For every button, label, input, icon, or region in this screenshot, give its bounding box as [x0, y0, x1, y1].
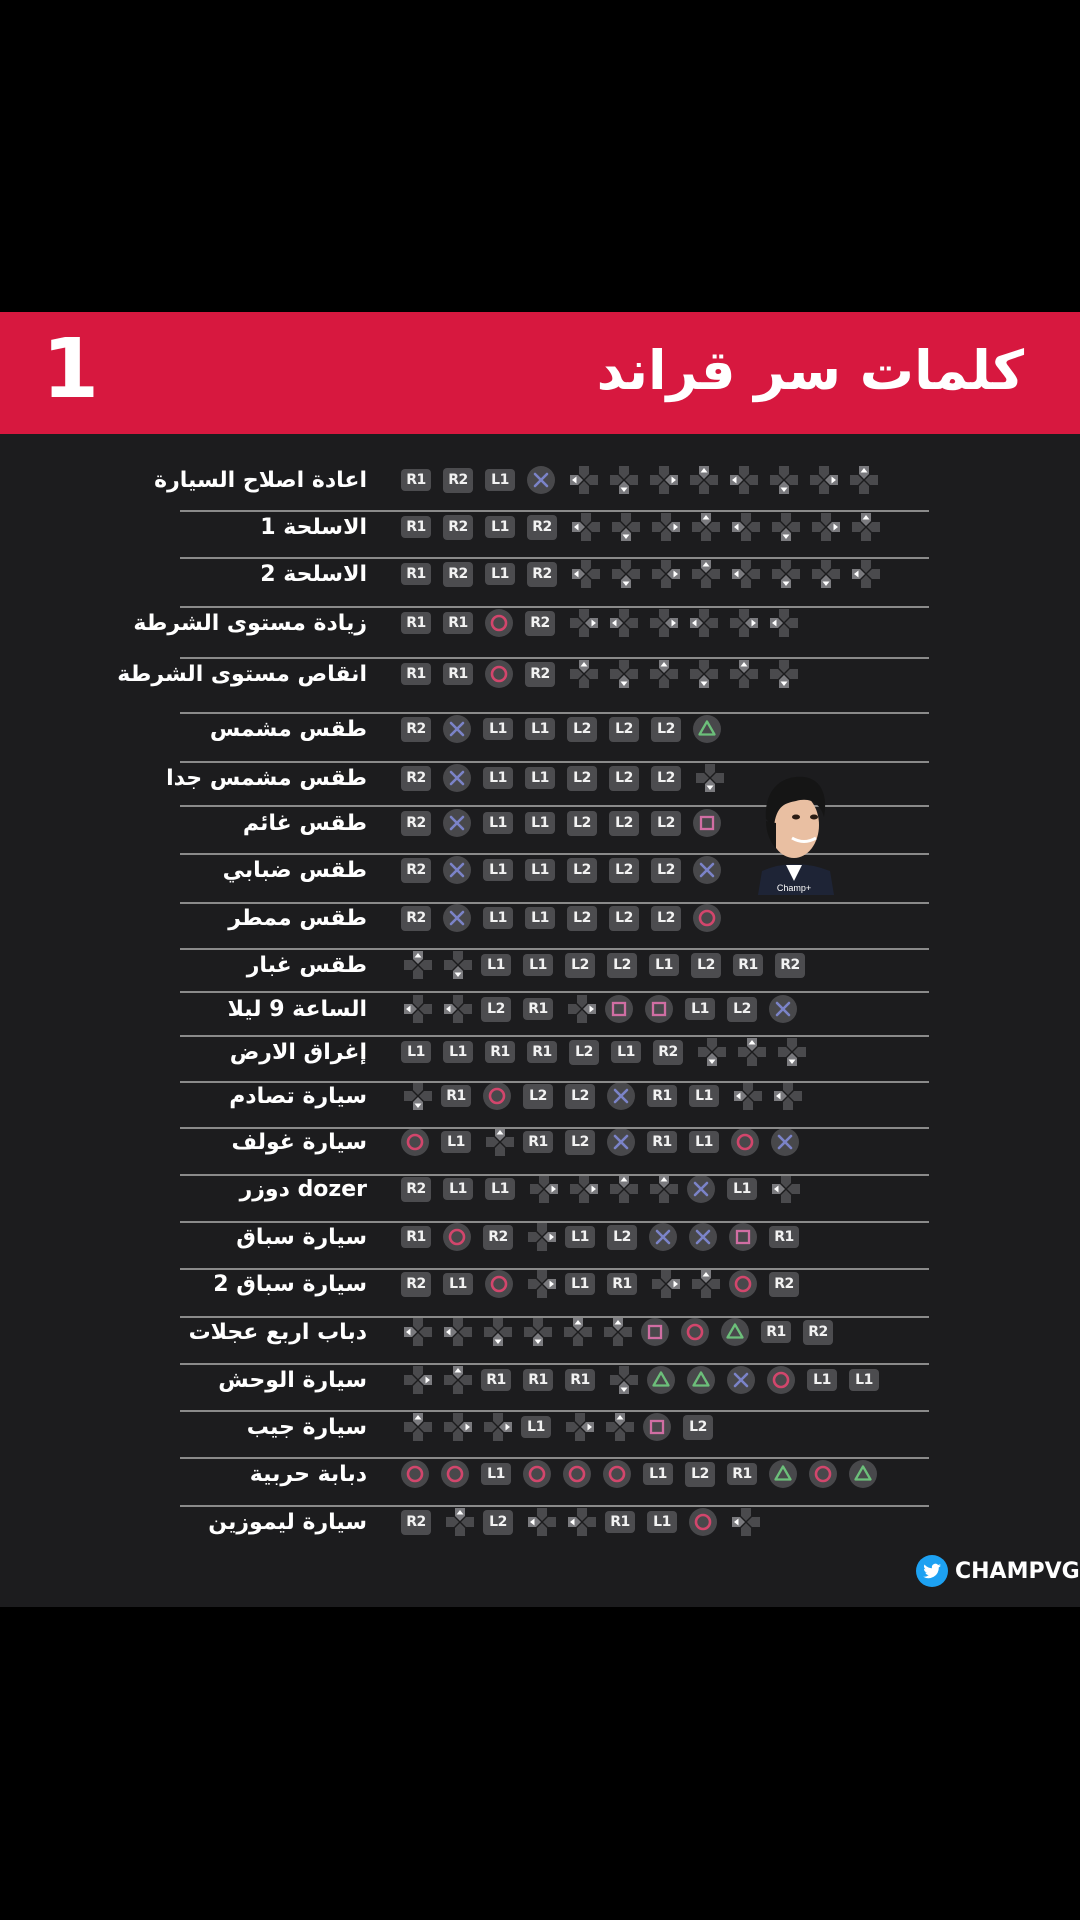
dpad-right-icon	[401, 1363, 435, 1397]
square-button-icon	[605, 995, 633, 1023]
dpad-left-icon	[729, 1505, 763, 1539]
l2-button-icon: L2	[567, 906, 597, 931]
cross-button-icon	[443, 856, 471, 884]
dpad-up-icon	[689, 510, 723, 544]
dpad-up-icon	[603, 1410, 637, 1444]
l2-button-icon: L2	[685, 1462, 715, 1487]
circle-button-icon	[401, 1460, 429, 1488]
l2-button-icon: L2	[651, 717, 681, 742]
row-divider	[180, 1174, 929, 1176]
button-sequence	[401, 801, 733, 845]
r2-button-icon: R2	[653, 1040, 683, 1065]
circle-button-icon	[689, 1508, 717, 1536]
dpad-left-icon	[401, 992, 435, 1026]
row-divider	[180, 712, 929, 714]
dpad-up-icon	[401, 1410, 435, 1444]
cheat-row	[0, 458, 1080, 502]
dpad-down-icon	[609, 557, 643, 591]
cheat-name: سيارة الوحش	[218, 1367, 367, 1393]
twitter-handle	[915, 1554, 1080, 1588]
cheat-name: سيارة سباق 2	[213, 1271, 367, 1297]
dpad-right-icon	[809, 510, 843, 544]
dpad-up-icon	[561, 1315, 595, 1349]
circle-button-icon	[729, 1270, 757, 1298]
l1-button-icon: L1	[481, 1463, 511, 1485]
dpad-left-icon	[687, 606, 721, 640]
l1-button-icon: L1	[565, 1226, 595, 1248]
title-banner	[0, 312, 1080, 434]
r2-button-icon: R2	[483, 1225, 513, 1250]
r1-button-icon: R1	[401, 563, 431, 585]
dpad-right-icon	[567, 1172, 601, 1206]
r1-button-icon: R1	[443, 663, 473, 685]
l1-button-icon: L1	[483, 767, 513, 789]
dpad-down-icon	[695, 1035, 729, 1069]
dpad-down-icon	[607, 463, 641, 497]
dpad-left-icon	[729, 557, 763, 591]
cheat-name: طقس غائم	[242, 810, 367, 836]
cheat-row	[0, 987, 1080, 1031]
l1-button-icon: L1	[485, 516, 515, 538]
cheat-name: سيارة تصادم	[229, 1083, 367, 1109]
handle-text: CHAMPVG	[955, 1558, 1080, 1584]
dpad-left-icon	[729, 510, 763, 544]
dpad-down-icon	[775, 1035, 809, 1069]
l1-button-icon: L1	[443, 1178, 473, 1200]
dpad-right-icon	[727, 606, 761, 640]
r1-button-icon: R1	[481, 1369, 511, 1391]
cross-button-icon	[649, 1223, 677, 1251]
dpad-left-icon	[569, 510, 603, 544]
l1-button-icon: L1	[525, 812, 555, 834]
dpad-right-icon	[567, 606, 601, 640]
l1-button-icon: L1	[689, 1085, 719, 1107]
l2-button-icon: L2	[567, 858, 597, 883]
dpad-left-icon	[731, 1079, 765, 1113]
dpad-up-icon	[441, 1363, 475, 1397]
dpad-left-icon	[771, 1079, 805, 1113]
r1-button-icon: R1	[647, 1131, 677, 1153]
dpad-down-icon	[521, 1315, 555, 1349]
r1-button-icon: R1	[401, 469, 431, 491]
cheat-name: سيارة جيب	[246, 1414, 367, 1440]
r2-button-icon: R2	[401, 811, 431, 836]
banner-number: 1	[42, 322, 100, 417]
dpad-right-icon	[525, 1267, 559, 1301]
row-divider	[180, 902, 929, 904]
cheat-name: سيارة سباق	[236, 1224, 367, 1250]
dpad-up-icon	[689, 1267, 723, 1301]
cheat-name: انقاص مستوى الشرطة	[117, 661, 367, 687]
square-button-icon	[693, 809, 721, 837]
r2-button-icon: R2	[401, 1272, 431, 1297]
cross-button-icon	[607, 1128, 635, 1156]
dpad-left-icon	[441, 1315, 475, 1349]
l1-button-icon: L1	[483, 907, 513, 929]
cross-button-icon	[771, 1128, 799, 1156]
l2-button-icon: L2	[565, 953, 595, 978]
l1-button-icon: L1	[485, 1178, 515, 1200]
l2-button-icon: L2	[481, 997, 511, 1022]
triangle-button-icon	[687, 1366, 715, 1394]
l1-button-icon: L1	[727, 1178, 757, 1200]
circle-button-icon	[485, 660, 513, 688]
dpad-left-icon	[401, 1315, 435, 1349]
avatar-caption: Champ+	[776, 883, 812, 893]
r2-button-icon: R2	[401, 858, 431, 883]
row-divider	[180, 1363, 929, 1365]
dpad-down-icon	[609, 510, 643, 544]
row-divider	[180, 657, 929, 659]
l2-button-icon: L2	[609, 717, 639, 742]
cross-button-icon	[443, 809, 471, 837]
r2-button-icon: R2	[525, 611, 555, 636]
cheat-name: اعادة اصلاح السيارة	[154, 467, 367, 493]
circle-button-icon	[443, 1223, 471, 1251]
cheat-name: طقس مشمس جدا	[166, 765, 367, 791]
cheat-name: دبابة حربية	[249, 1461, 367, 1487]
circle-button-icon	[485, 1270, 513, 1298]
circle-button-icon	[563, 1460, 591, 1488]
l1-button-icon: L1	[685, 998, 715, 1020]
r1-button-icon: R1	[761, 1321, 791, 1343]
triangle-button-icon	[647, 1366, 675, 1394]
r1-button-icon: R1	[523, 1131, 553, 1153]
dpad-right-icon	[565, 992, 599, 1026]
triangle-button-icon	[721, 1318, 749, 1346]
cheat-name: طقس ممطر	[228, 905, 367, 931]
l1-button-icon: L1	[849, 1369, 879, 1391]
circle-button-icon	[681, 1318, 709, 1346]
l2-button-icon: L2	[607, 1225, 637, 1250]
l1-button-icon: L1	[443, 1273, 473, 1295]
l2-button-icon: L2	[651, 858, 681, 883]
cheat-name: dozer دوزر	[239, 1176, 367, 1202]
cheat-name: الاسلحة 2	[260, 561, 367, 587]
l1-button-icon: L1	[565, 1273, 595, 1295]
l1-button-icon: L1	[611, 1041, 641, 1063]
l1-button-icon: L1	[523, 954, 553, 976]
dpad-up-icon	[849, 510, 883, 544]
dpad-down-icon	[401, 1079, 435, 1113]
r2-button-icon: R2	[401, 766, 431, 791]
row-divider	[180, 948, 929, 950]
row-divider	[180, 1268, 929, 1270]
l1-button-icon: L1	[443, 1041, 473, 1063]
l2-button-icon: L2	[565, 1130, 595, 1155]
cheat-name: الساعة 9 ليلا	[227, 996, 367, 1022]
square-button-icon	[643, 1413, 671, 1441]
square-button-icon	[645, 995, 673, 1023]
dpad-up-icon	[443, 1505, 477, 1539]
square-button-icon	[641, 1318, 669, 1346]
r2-button-icon: R2	[443, 562, 473, 587]
r1-button-icon: R1	[605, 1511, 635, 1533]
r1-button-icon: R1	[401, 663, 431, 685]
r2-button-icon: R2	[527, 562, 557, 587]
l2-button-icon: L2	[651, 811, 681, 836]
r1-button-icon: R1	[401, 1226, 431, 1248]
button-sequence	[401, 458, 887, 502]
l1-button-icon: L1	[525, 859, 555, 881]
l1-button-icon: L1	[643, 1463, 673, 1485]
dpad-down-icon	[767, 657, 801, 691]
l2-button-icon: L2	[567, 811, 597, 836]
r2-button-icon: R2	[401, 906, 431, 931]
dpad-down-icon	[481, 1315, 515, 1349]
l1-button-icon: L1	[483, 718, 513, 740]
r2-button-icon: R2	[527, 515, 557, 540]
circle-button-icon	[401, 1128, 429, 1156]
circle-button-icon	[693, 904, 721, 932]
row-divider	[180, 761, 929, 763]
cross-button-icon	[687, 1175, 715, 1203]
dpad-up-icon	[607, 1172, 641, 1206]
circle-button-icon	[523, 1460, 551, 1488]
dpad-down-icon	[693, 761, 727, 795]
dpad-left-icon	[525, 1505, 559, 1539]
dpad-right-icon	[481, 1410, 515, 1444]
row-divider	[180, 1081, 929, 1083]
r1-button-icon: R1	[401, 612, 431, 634]
l2-button-icon: L2	[609, 811, 639, 836]
dpad-left-icon	[769, 1172, 803, 1206]
button-sequence	[401, 987, 809, 1031]
r2-button-icon: R2	[401, 1510, 431, 1535]
twitter-icon	[915, 1554, 949, 1588]
cross-button-icon	[443, 715, 471, 743]
l1-button-icon: L1	[485, 469, 515, 491]
r1-button-icon: R1	[523, 998, 553, 1020]
l1-button-icon: L1	[525, 767, 555, 789]
r2-button-icon: R2	[803, 1320, 833, 1345]
dpad-up-icon	[601, 1315, 635, 1349]
l1-button-icon: L1	[401, 1041, 431, 1063]
dpad-down-icon	[769, 557, 803, 591]
cheat-name: سيارة ليموزين	[208, 1509, 367, 1535]
dpad-right-icon	[649, 557, 683, 591]
row-divider	[180, 991, 929, 993]
cross-button-icon	[727, 1366, 755, 1394]
r1-button-icon: R1	[485, 1041, 515, 1063]
cheat-name: دباب اربع عجلات	[188, 1319, 367, 1345]
r1-button-icon: R1	[607, 1273, 637, 1295]
row-divider	[180, 606, 929, 608]
circle-button-icon	[441, 1460, 469, 1488]
l1-button-icon: L1	[649, 954, 679, 976]
dpad-right-icon	[649, 1267, 683, 1301]
r1-button-icon: R1	[647, 1085, 677, 1107]
row-divider	[180, 1316, 929, 1318]
r2-button-icon: R2	[401, 1177, 431, 1202]
cross-button-icon	[443, 764, 471, 792]
dpad-right-icon	[525, 1220, 559, 1254]
dpad-down-icon	[441, 948, 475, 982]
cheat-name: طقس مشمس	[209, 716, 367, 742]
triangle-button-icon	[769, 1460, 797, 1488]
dpad-left-icon	[569, 557, 603, 591]
dpad-up-icon	[687, 463, 721, 497]
dpad-up-icon	[847, 463, 881, 497]
l1-button-icon: L1	[521, 1416, 551, 1438]
dpad-right-icon	[807, 463, 841, 497]
l2-button-icon: L2	[651, 906, 681, 931]
l2-button-icon: L2	[691, 953, 721, 978]
r2-button-icon: R2	[443, 515, 473, 540]
dpad-up-icon	[735, 1035, 769, 1069]
l2-button-icon: L2	[567, 766, 597, 791]
row-divider	[180, 1035, 929, 1037]
r2-button-icon: R2	[769, 1272, 799, 1297]
cross-button-icon	[689, 1223, 717, 1251]
l2-button-icon: L2	[651, 766, 681, 791]
cheat-sheet-card	[0, 312, 1080, 1607]
circle-button-icon	[731, 1128, 759, 1156]
cheat-name: زيادة مستوى الشرطة	[133, 610, 367, 636]
r1-button-icon: R1	[527, 1041, 557, 1063]
r1-button-icon: R1	[733, 954, 763, 976]
dpad-right-icon	[563, 1410, 597, 1444]
dpad-left-icon	[565, 1505, 599, 1539]
circle-button-icon	[603, 1460, 631, 1488]
r2-button-icon: R2	[401, 717, 431, 742]
cross-button-icon	[769, 995, 797, 1023]
l2-button-icon: L2	[483, 1510, 513, 1535]
r1-button-icon: R1	[769, 1226, 799, 1248]
l2-button-icon: L2	[609, 766, 639, 791]
l2-button-icon: L2	[523, 1084, 553, 1109]
circle-button-icon	[483, 1082, 511, 1110]
l1-button-icon: L1	[525, 907, 555, 929]
dpad-up-icon	[689, 557, 723, 591]
dpad-up-icon	[401, 948, 435, 982]
l2-button-icon: L2	[567, 717, 597, 742]
l2-button-icon: L2	[609, 858, 639, 883]
dpad-right-icon	[527, 1172, 561, 1206]
dpad-up-icon	[647, 657, 681, 691]
dpad-down-icon	[607, 1363, 641, 1397]
row-divider	[180, 1127, 929, 1129]
l1-button-icon: L1	[481, 954, 511, 976]
dpad-right-icon	[647, 606, 681, 640]
square-button-icon	[729, 1223, 757, 1251]
dpad-left-icon	[441, 992, 475, 1026]
l1-button-icon: L1	[485, 563, 515, 585]
circle-button-icon	[767, 1366, 795, 1394]
l2-button-icon: L2	[683, 1415, 713, 1440]
r2-button-icon: R2	[775, 953, 805, 978]
l2-button-icon: L2	[565, 1084, 595, 1109]
triangle-button-icon	[849, 1460, 877, 1488]
l1-button-icon: L1	[689, 1131, 719, 1153]
cheat-name: إغراق الارض	[229, 1039, 367, 1065]
row-divider	[180, 510, 929, 512]
cross-button-icon	[693, 856, 721, 884]
row-divider	[180, 1457, 929, 1459]
cheat-name: الاسلحة 1	[260, 514, 367, 540]
dpad-up-icon	[647, 1172, 681, 1206]
r1-button-icon: R1	[565, 1369, 595, 1391]
dpad-right-icon	[649, 510, 683, 544]
circle-button-icon	[809, 1460, 837, 1488]
l2-button-icon: L2	[727, 997, 757, 1022]
circle-button-icon	[485, 609, 513, 637]
l1-button-icon: L1	[647, 1511, 677, 1533]
dpad-down-icon	[769, 510, 803, 544]
dpad-up-icon	[727, 657, 761, 691]
cross-button-icon	[607, 1082, 635, 1110]
row-divider	[180, 1505, 929, 1507]
dpad-down-icon	[809, 557, 843, 591]
dpad-up-icon	[567, 657, 601, 691]
dpad-right-icon	[647, 463, 681, 497]
r1-button-icon: R1	[523, 1369, 553, 1391]
cross-button-icon	[527, 466, 555, 494]
triangle-button-icon	[693, 715, 721, 743]
dpad-up-icon	[483, 1125, 517, 1159]
l2-button-icon: L2	[609, 906, 639, 931]
cheat-row	[0, 801, 1080, 845]
avatar	[752, 769, 836, 895]
row-divider	[180, 557, 929, 559]
dpad-down-icon	[767, 463, 801, 497]
cheat-name: طقس ضبابي	[222, 857, 367, 883]
row-divider	[180, 1221, 929, 1223]
dpad-left-icon	[607, 606, 641, 640]
l1-button-icon: L1	[525, 718, 555, 740]
dpad-left-icon	[767, 606, 801, 640]
r2-button-icon: R2	[525, 662, 555, 687]
l2-button-icon: L2	[569, 1040, 599, 1065]
dpad-down-icon	[687, 657, 721, 691]
dpad-down-icon	[607, 657, 641, 691]
r1-button-icon: R1	[727, 1463, 757, 1485]
dpad-left-icon	[727, 463, 761, 497]
l1-button-icon: L1	[483, 812, 513, 834]
l1-button-icon: L1	[441, 1131, 471, 1153]
l1-button-icon: L1	[483, 859, 513, 881]
cheat-name: سيارة غولف	[231, 1129, 367, 1155]
r1-button-icon: R1	[443, 612, 473, 634]
dpad-left-icon	[567, 463, 601, 497]
banner-title: كلمات سر قراند	[596, 339, 1024, 402]
r2-button-icon: R2	[443, 468, 473, 493]
l1-button-icon: L1	[807, 1369, 837, 1391]
dpad-left-icon	[849, 557, 883, 591]
cheat-name: طقس غبار	[246, 952, 367, 978]
row-divider	[180, 1410, 929, 1412]
dpad-right-icon	[441, 1410, 475, 1444]
l2-button-icon: L2	[607, 953, 637, 978]
cross-button-icon	[443, 904, 471, 932]
r1-button-icon: R1	[441, 1085, 471, 1107]
r1-button-icon: R1	[401, 516, 431, 538]
